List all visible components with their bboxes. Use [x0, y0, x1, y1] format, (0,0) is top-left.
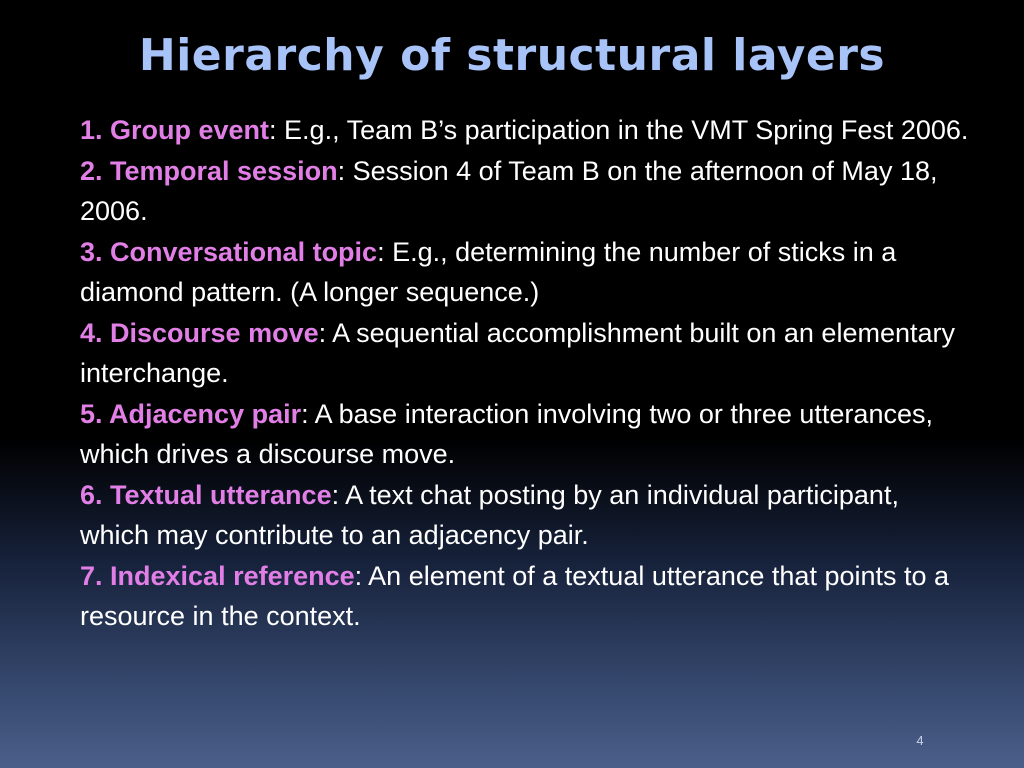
item-term: 7. Indexical reference [80, 560, 355, 591]
list-item-textual-utterance [80, 475, 970, 556]
item-term: 3. Conversational topic [80, 236, 378, 267]
item-description: : A text chat posting by an individual participant, which may contribute to an adjacency pair. [80, 479, 899, 550]
item-description: : Session 4 of Team B on the afternoon of May 18, 2006. [80, 155, 938, 226]
list-item-discourse-move [80, 313, 970, 394]
item-term: 2. Temporal session [80, 155, 338, 186]
item-term: 1. Group event [80, 115, 270, 145]
item-description: : E.g., determining the number of sticks in a diamond pattern. (A longer sequence.) [80, 236, 897, 307]
list-item-temporal-session [80, 151, 970, 232]
list-item-conversational-topic [80, 232, 970, 313]
list-item-indexical-reference [80, 556, 970, 637]
slide-content [80, 110, 970, 637]
slide-title: Hierarchy of structural layers [138, 30, 886, 81]
list-item-adjacency-pair [80, 394, 970, 475]
item-description: : E.g., Team B’s participation in the VMT Spring Fest 2006. [269, 115, 969, 145]
item-term: 4. Discourse move [80, 317, 319, 348]
item-description: : A sequential accomplishment built on an elementary interchange. [80, 317, 955, 388]
item-description: : An element of a textual utterance that points to a resource in the context. [80, 560, 950, 631]
list-item-group-event [80, 110, 970, 151]
page-number: 4 [916, 733, 924, 748]
item-term: 6. Textual utterance [80, 479, 332, 510]
item-term: 5. Adjacency pair [80, 398, 302, 429]
item-description: : A base interaction involving two or three utterances, which drives a discourse move. [80, 398, 933, 469]
